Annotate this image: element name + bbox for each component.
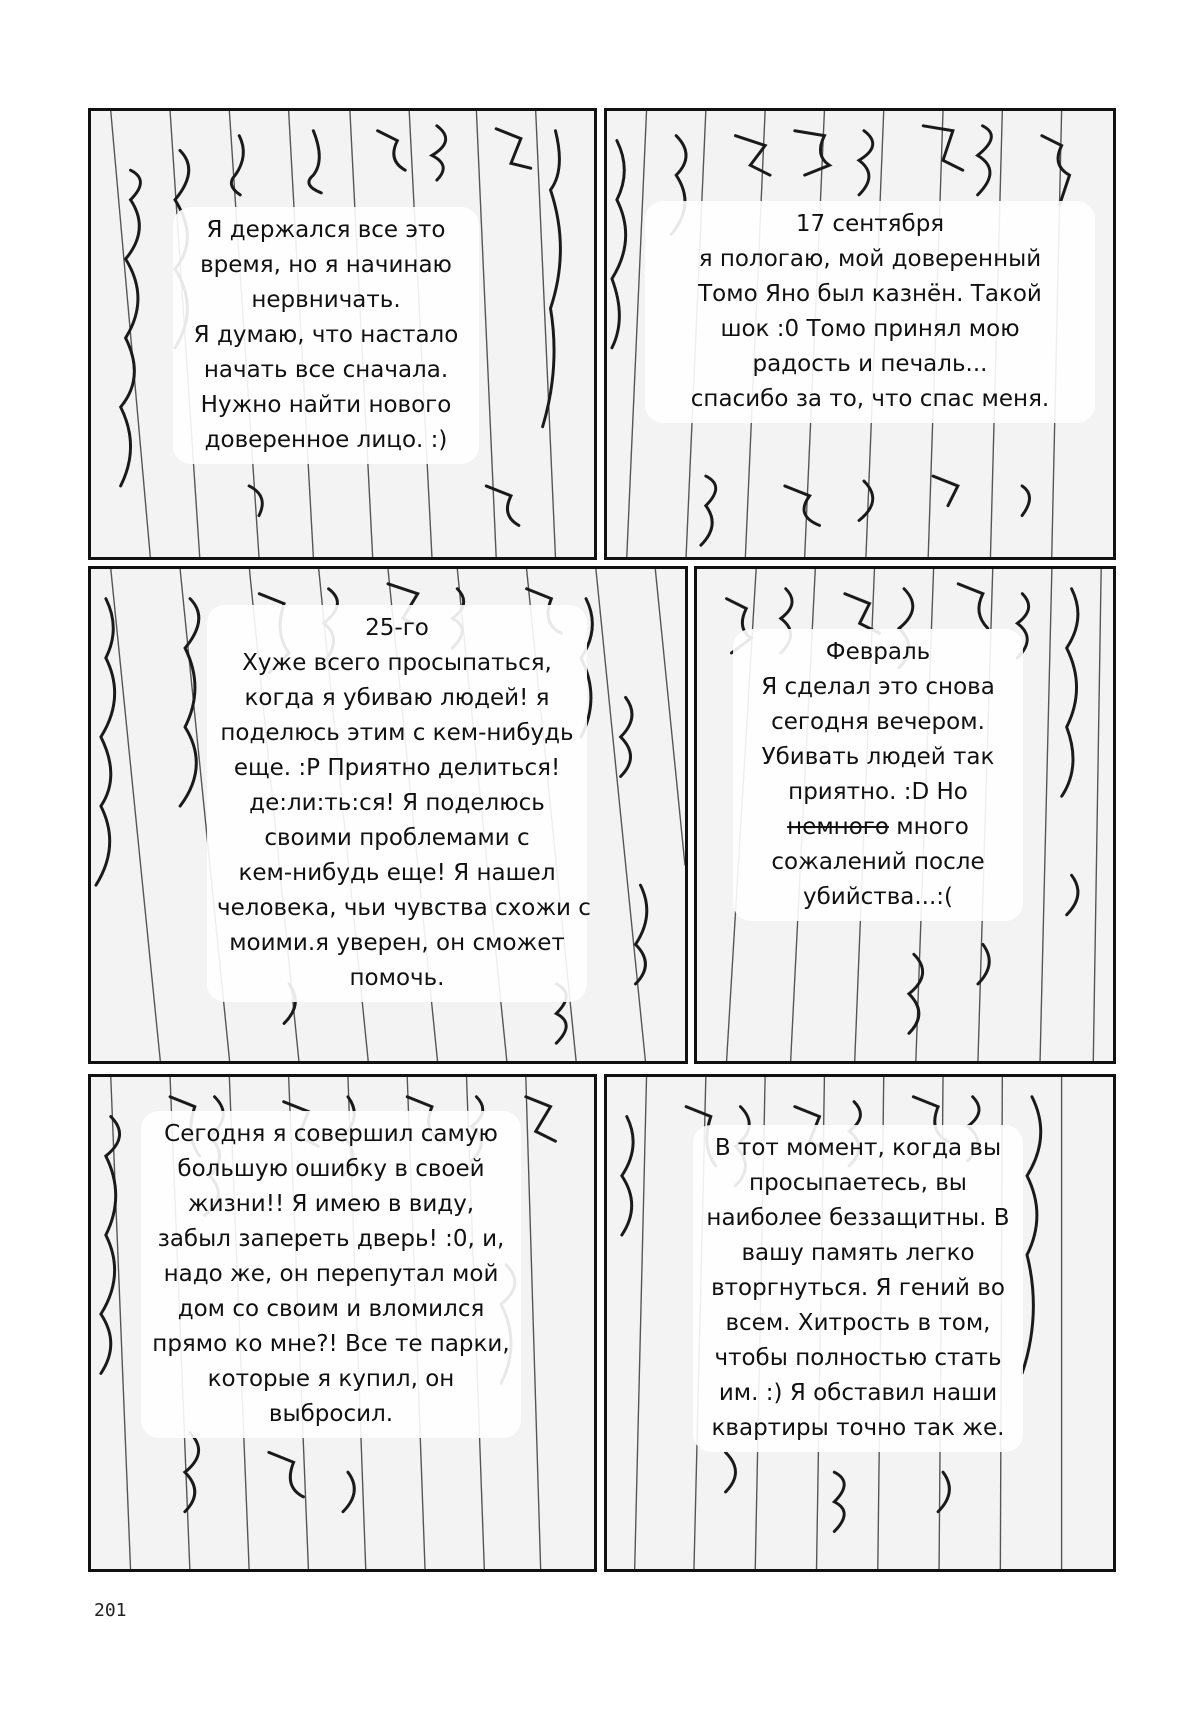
caption-line: надо же, он перепутал мой [163,1261,499,1287]
caption-line: своими проблемами с [264,825,530,851]
caption-line: которые я купил, он [207,1366,455,1392]
caption-line: человека, чьи чувства схожи с [217,895,591,921]
caption-line: Я держался все это [206,217,446,243]
panel-middle-right [694,566,1116,1064]
caption-line: начать все сначала. [203,357,449,383]
caption-line: просыпаетесь, вы [749,1170,967,1196]
caption-line: убийства...:( [802,884,954,910]
caption-line: наиболее беззащитны. В [706,1205,1010,1231]
caption-line: время, но я начинаю [200,252,452,278]
caption-line: Убивать людей так [761,744,995,770]
caption-line-with-strike [743,810,1013,845]
caption-line: В тот момент, когда вы [714,1135,1002,1161]
caption-line: когда я убиваю людей! я [244,685,550,711]
page-number: 201 [94,1600,127,1621]
caption-line: Хуже всего просыпаться, [242,650,552,676]
entry-date: Февраль [825,639,931,665]
panel-top-left [88,108,597,560]
caption-line: поделюсь этим с кем-нибудь [220,720,574,746]
diary-entry-caption [693,1125,1023,1452]
caption-line: вашу память легко [741,1240,975,1266]
caption-line: приятно. :D Но [788,779,968,805]
entry-date: 25-го [365,615,429,641]
caption-line: забыл запереть дверь! :0, и, [157,1226,505,1252]
caption-line: большую ошибку в своей [177,1156,485,1182]
caption-line: чтобы полностью стать [714,1345,1002,1371]
caption-line: спасибо за то, что спас меня. [690,386,1050,412]
caption-line: радость и печаль... [752,351,988,377]
caption-line: дом со своим и вломился [177,1296,485,1322]
panel-middle-left [88,566,688,1064]
caption-line: нервничать. [251,287,401,313]
caption-line: Я думаю, что настало [193,322,459,348]
panel-bottom-right [604,1074,1116,1572]
caption-line: им. :) Я обставил наши [718,1380,998,1406]
caption-line: выбросил. [268,1401,394,1427]
caption-line: моими.я уверен, он сможет [229,930,565,956]
struck-word: немного [787,814,889,840]
replacement-word: много [888,814,969,840]
diary-entry-caption [733,629,1023,921]
caption-line: я пологаю, мой доверенный [698,246,1042,272]
caption-line: сегодня вечером. [771,709,985,735]
caption-line: помочь. [349,965,445,991]
entry-date: 17 сентября [795,211,945,237]
caption-line: прямо ко мне?! Все те парки, [152,1331,510,1357]
caption-line: Я сделал это снова [761,674,995,700]
caption-line: жизни!! Я имею в виду, [187,1191,475,1217]
caption-line: Томо Яно был казнён. Такой [698,281,1042,307]
caption-line: кем-нибудь еще! Я нашел [238,860,556,886]
caption-line: Сегодня я совершил самую [164,1121,498,1147]
diary-entry-caption [173,207,479,464]
panel-bottom-left [88,1074,597,1572]
caption-line: еще. :P Приятно делиться! [233,755,561,781]
diary-entry-caption [207,605,591,1002]
diary-entry-caption [645,201,1095,423]
caption-line: сожалений после [771,849,985,875]
panel-top-right [604,108,1116,560]
diary-entry-caption [141,1111,521,1438]
caption-line: де:ли:ть:ся! Я поделюсь [249,790,545,816]
caption-line: всем. Хитрость в том, [725,1310,991,1336]
caption-line: вторгнуться. Я гений во [711,1275,1005,1301]
caption-line: шок :0 Томо принял мою [720,316,1020,342]
caption-line: Нужно найти нового [200,392,452,418]
caption-line: квартиры точно так же. [711,1415,1005,1441]
caption-line: доверенное лицо. :) [204,427,448,453]
